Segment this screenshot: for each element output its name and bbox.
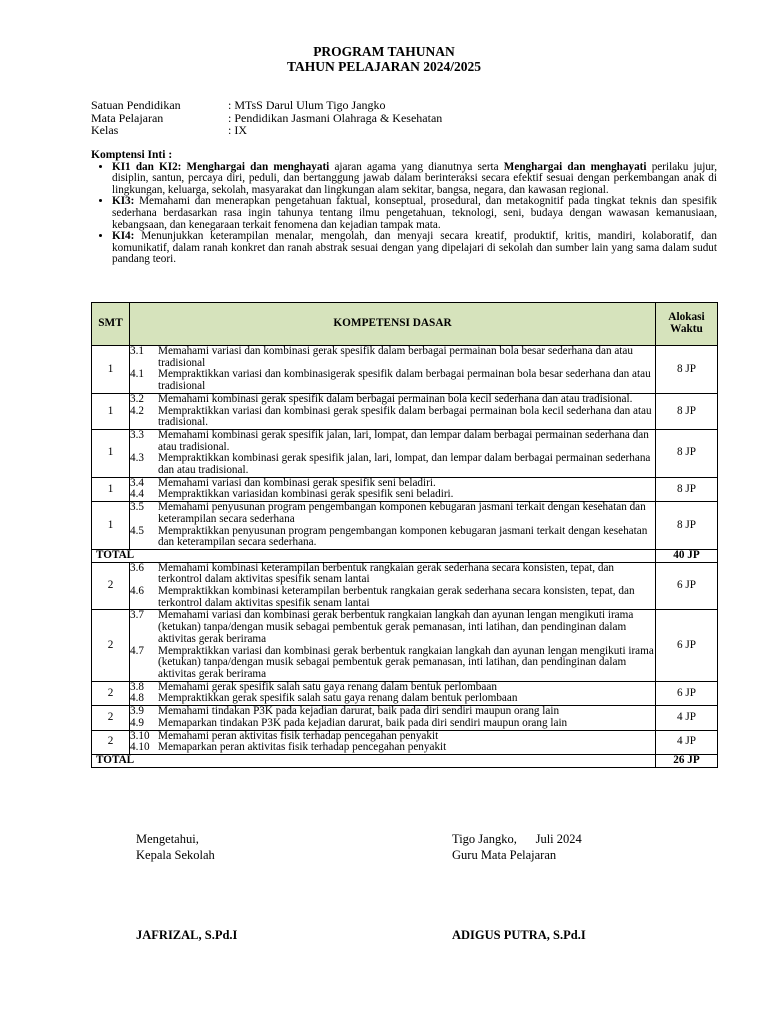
identity-label: Mata Pelajaran: [91, 110, 164, 125]
kd-text: Mempraktikkan kombinasi gerak spesifik jalan, lari, lompat, dan lempar dalam berbagai permainan sederhana dan atau tradisional.: [158, 452, 651, 477]
alokasi-cell: 6 JP: [656, 562, 718, 610]
header-alokasi: Alokasi Waktu: [656, 303, 718, 346]
kd-item: [130, 394, 655, 406]
kd-table: [91, 302, 718, 768]
identity-row: [91, 99, 442, 112]
identity-row: [91, 124, 442, 137]
kd-item: [130, 610, 655, 645]
smt-cell: 2: [92, 681, 130, 705]
kd-number: 3.2: [130, 392, 144, 405]
kd-cell: [130, 393, 656, 429]
alokasi-cell: 8 JP: [656, 477, 718, 501]
ki-bold: KI3:: [112, 195, 135, 208]
kd-number: 4.10: [130, 741, 150, 754]
sig-left-line2: Kepala Sekolah: [136, 848, 215, 862]
kd-cell: [130, 429, 656, 477]
kd-number: 4.1: [130, 368, 144, 381]
kd-number: 4.7: [130, 644, 144, 657]
kd-cell: [130, 346, 656, 394]
kompetensi-inti: [91, 150, 717, 266]
kd-cell: [130, 706, 656, 730]
alokasi-cell: 4 JP: [656, 706, 718, 730]
alokasi-cell: 8 JP: [656, 393, 718, 429]
kd-cell: [130, 502, 656, 550]
kd-number: 4.8: [130, 692, 144, 705]
alokasi-cell: 6 JP: [656, 610, 718, 681]
smt-cell: 1: [92, 477, 130, 501]
alokasi-cell: 8 JP: [656, 502, 718, 550]
ki-item: [112, 231, 717, 266]
smt-cell: 1: [92, 502, 130, 550]
kd-number: 4.2: [130, 404, 144, 417]
kd-row: [92, 562, 718, 610]
ki-text: ajaran agama yang dianutnya serta: [329, 160, 504, 173]
kd-cell: [130, 610, 656, 681]
ki-bold: KI1 dan KI2: Menghargai dan menghayati: [112, 160, 330, 173]
kd-number: 3.1: [130, 345, 144, 357]
smt-cell: 1: [92, 393, 130, 429]
doc-title: PROGRAM TAHUNAN: [313, 44, 455, 59]
alokasi-cell: 8 JP: [656, 346, 718, 394]
ki-text: Menunjukkan keterampilan menalar, mengolah, dan menyaji secara kreatif, produktif, kritis, mandiri, kolaboratif, dan komunikatif, dalam ranah konkret dan ranah abstrak sesuai dengan yang dipelajari di sekolah dan sumber lain yang sama dalam sudut pandang teori.: [112, 230, 717, 266]
header-smt: SMT: [92, 303, 130, 346]
smt-cell: 2: [92, 730, 130, 754]
kd-row: [92, 393, 718, 429]
smt-cell: 1: [92, 429, 130, 477]
kd-text: Memahami kombinasi gerak spesifik dalam berbagai permainan bola kecil sederhana dan atau tradisional.: [158, 392, 633, 405]
kd-body: [92, 346, 718, 768]
kd-number: 4.9: [130, 716, 144, 729]
kd-item: [130, 586, 655, 609]
kd-number: 3.10: [130, 729, 150, 742]
identity-value: : IX: [228, 123, 247, 137]
kd-item: [130, 489, 655, 501]
kd-number: 4.6: [130, 585, 144, 598]
total-label: TOTAL: [92, 754, 656, 767]
kd-number: 3.5: [130, 501, 144, 514]
identity-label: Satuan Pendidikan: [91, 98, 181, 112]
kd-text: Mempraktikkan penyusunan program pengembangan komponen kebugaran jasmani terkait dengan kesehatan dan keterampilan secara sederhana.: [158, 524, 648, 549]
kd-cell: [130, 730, 656, 754]
ki-bold: Menghargai dan menghayati: [503, 160, 647, 173]
total-row: [92, 549, 718, 562]
identity-value: : Pendidikan Jasmani Olahraga & Kesehatan: [228, 110, 443, 125]
kd-text: Memaparkan peran aktivitas fisik terhadap pencegahan penyakit: [158, 741, 447, 754]
kd-item: [130, 718, 655, 730]
alokasi-cell: 6 JP: [656, 681, 718, 705]
ki-item: [112, 196, 717, 231]
kd-text: Memahami variasi dan kombinasi gerak spesifik dalam berbagai permainan bola besar sederhana dan atau tradisional: [158, 345, 633, 369]
doc-subtitle: TAHUN PELAJARAN 2024/2025: [286, 59, 481, 74]
kd-text: Memahami kombinasi keterampilan berbentuk rangkaian gerak sederhana secara konsisten, tepat, dan terkontrol dalam aktivitas spesifik senam lantai: [158, 561, 615, 586]
ki-text: perilaku jujur, disiplin, santun, percaya diri, peduli, dan bertanggung jawab dalam berinteraksi secara efektif sesuai dengan perkembangan anak di lingkungan, keluarga, sekolah, masyarakat dan lingkungan alam sekitar, bangsa, negara, dan kawasan regional.: [112, 160, 717, 196]
kd-item: [130, 693, 655, 705]
kd-text: Mempraktikkan variasidan kombinasi gerak spesifik seni beladiri.: [158, 488, 454, 501]
kd-cell: [130, 477, 656, 501]
alokasi-cell: 8 JP: [656, 429, 718, 477]
sig-right-line2: Guru Mata Pelajaran: [452, 848, 557, 862]
total-row: [92, 754, 718, 767]
identity-row: [91, 112, 442, 125]
kd-number: 3.4: [130, 476, 144, 489]
smt-cell: 2: [92, 706, 130, 730]
kd-text: Memahami variasi dan kombinasi gerak spesifik seni beladiri.: [158, 476, 436, 489]
kd-number: 3.7: [130, 609, 144, 622]
kd-row: [92, 477, 718, 501]
signature-right: [452, 831, 582, 863]
identity-block: [91, 99, 442, 137]
kd-text: Mempraktikkan gerak spesifik salah satu gaya renang dalam bentuk perlombaan: [158, 692, 518, 705]
kd-cell: [130, 681, 656, 705]
kd-item: [130, 430, 655, 453]
kd-text: Memahami tindakan P3K pada kejadian darurat, baik pada diri sendiri maupun orang lain: [158, 705, 560, 718]
kd-item: [130, 563, 655, 586]
alokasi-cell: 4 JP: [656, 730, 718, 754]
ki-list: [91, 162, 717, 266]
identity-label: Kelas: [91, 123, 119, 137]
kd-row: [92, 502, 718, 550]
kd-row: [92, 706, 718, 730]
kd-row: [92, 429, 718, 477]
kd-item: [130, 502, 655, 525]
kd-number: 3.6: [130, 561, 144, 574]
kd-text: Mempraktikkan variasi dan kombinasigerak spesifik dalam berbagai permainan bola besar sederhana dan atau tradisional: [158, 368, 651, 393]
kd-row: [92, 730, 718, 754]
kd-header-row: [92, 303, 718, 346]
smt-cell: 2: [92, 562, 130, 610]
sig-left-line1: Mengetahui,: [136, 832, 199, 846]
kd-item: [130, 369, 655, 392]
kd-row: [92, 346, 718, 394]
smt-cell: 2: [92, 610, 130, 681]
total-label: TOTAL: [92, 549, 656, 562]
kd-text: Mempraktikkan variasi dan kombinasi gerak berbentuk rangkaian langkah dan ayunan lengan mengikuti irama (ketukan) tanpa/dengan musik sebagai pembentuk gerak pemanasan, inti latihan, dan pendinginan dalam aktivitas gerak berirama: [158, 644, 654, 680]
kd-text: Memahami gerak spesifik salah satu gaya renang dalam bentuk perlombaan: [158, 680, 497, 693]
total-value: 40 JP: [656, 549, 718, 562]
ki-bold: KI4:: [112, 230, 135, 243]
kd-cell: [130, 562, 656, 610]
kd-number: 4.4: [130, 488, 144, 501]
ki-heading: Komptensi Inti :: [91, 149, 173, 161]
total-value: 26 JP: [656, 754, 718, 767]
kd-item: [130, 406, 655, 429]
kd-item: [130, 346, 655, 369]
smt-cell: 1: [92, 346, 130, 394]
kd-text: Mempraktikkan kombinasi keterampilan berbentuk rangkaian gerak sederhana secara konsisten, tepat, dan terkontrol dalam aktivitas spesifik senam lantai: [158, 585, 635, 609]
kd-item: [130, 526, 655, 549]
signature-left: [136, 831, 215, 863]
ki-item: [112, 162, 717, 197]
kd-row: [92, 681, 718, 705]
kd-text: Memaparkan tindakan P3K pada kejadian darurat, baik pada diri sendiri maupun orang lain: [158, 716, 568, 729]
kd-number: 3.8: [130, 680, 144, 693]
sig-right-name: ADIGUS PUTRA, S.Pd.I: [452, 928, 586, 942]
kd-item: [130, 453, 655, 476]
sig-left-name: JAFRIZAL, S.Pd.I: [136, 928, 238, 942]
kd-text: Memahami variasi dan kombinasi gerak berbentuk rangkaian langkah dan ayunan lengan mengikuti irama (ketukan) tanpa/dengan musik sebagai pembentuk gerak pemanasan, inti latihan, dan pendinginan dalam aktivitas gerak berirama: [158, 609, 634, 645]
kd-number: 3.3: [130, 428, 144, 441]
kd-item: [130, 742, 655, 754]
identity-value: : MTsS Darul Ulum Tigo Jangko: [228, 98, 386, 112]
ki-text: Memahami dan menerapkan pengetahuan faktual, konseptual, prosedural, dan metakognitif pada tingkat teknis dan spesifik sederhana berdasarkan rasa ingin tahunya tentang ilmu pengetahuan, teknologi, seni, budaya dengan wawasan kemanusiaan, kebangsaan, dan kenegaraan terkait fenomena dan kejadian tampak mata.: [112, 195, 717, 231]
kd-number: 4.3: [130, 452, 144, 465]
kd-row: [92, 610, 718, 681]
kd-text: Mempraktikkan variasi dan kombinasi gerak spesifik dalam berbagai permainan bola kecil sederhana dan atau tradisional.: [158, 404, 652, 429]
kd-text: Memahami penyusunan program pengembangan komponen kebugaran jasmani terkait dengan kesehatan dan keterampilan secara sederhana: [158, 501, 646, 525]
kd-item: [130, 646, 655, 681]
kd-number: 3.9: [130, 705, 144, 718]
sig-right-line1: Tigo Jangko, Juli 2024: [452, 832, 582, 846]
kd-text: Memahami peran aktivitas fisik terhadap pencegahan penyakit: [158, 729, 439, 742]
kd-number: 4.5: [130, 524, 144, 537]
header-kd: KOMPETENSI DASAR: [130, 303, 656, 346]
kd-text: Memahami kombinasi gerak spesifik jalan, lari, lompat, dan lempar dalam berbagai permainan sederhana dan atau tradisional.: [158, 428, 649, 453]
